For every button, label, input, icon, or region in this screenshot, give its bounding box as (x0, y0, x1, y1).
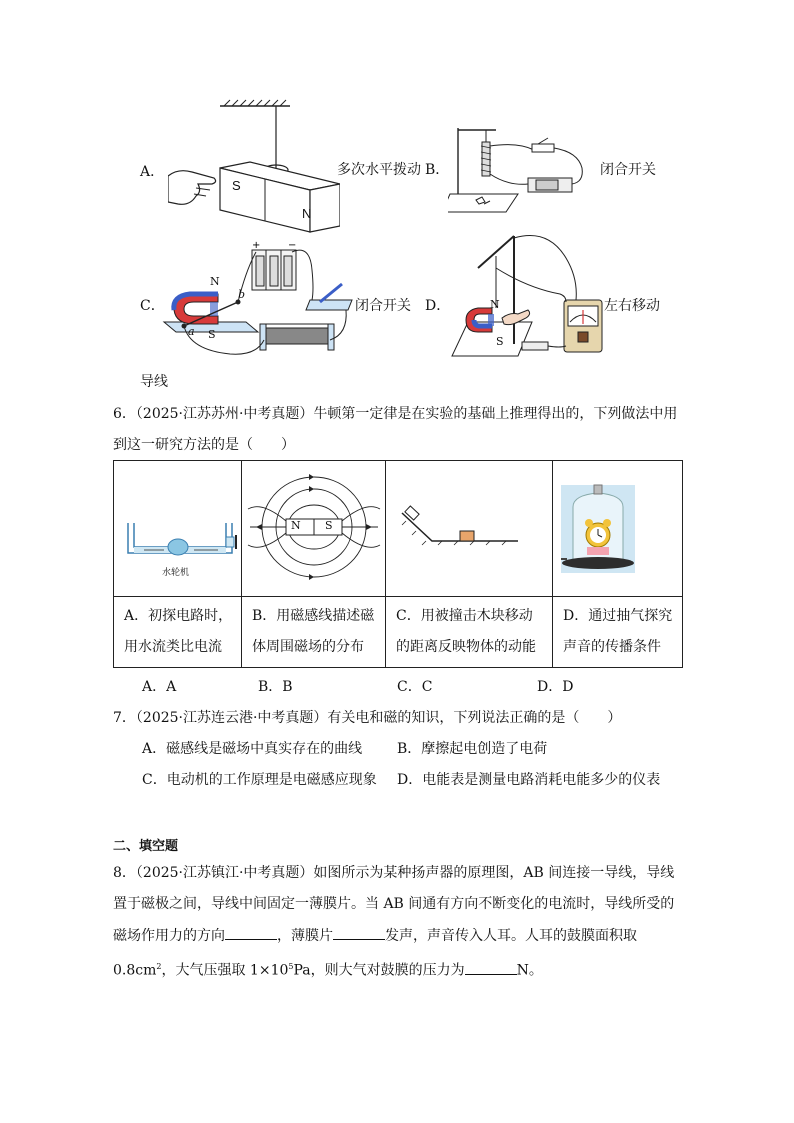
option-c-label: C． (140, 298, 165, 314)
option-c-text-cell (386, 596, 553, 668)
figure-c-generator-circuit (160, 240, 356, 362)
figure-c-point-b: b (238, 288, 246, 301)
figure-d-north-label: N (490, 298, 500, 311)
q8-text-part: 0.8cm (113, 962, 157, 979)
figure-b-electromagnet-circuit (448, 122, 596, 214)
option-b-caption: 闭合开关 (600, 162, 656, 178)
q6-choice-d[interactable]: D．D (537, 679, 574, 695)
svg-text:+: + (252, 240, 261, 251)
figure-c-point-a: a (188, 325, 195, 338)
question-8-line1: 8．（2025·江苏镇江·中考真题）如图所示为某种扬声器的原理图，AB 间连接一导线，导线 (113, 865, 675, 881)
q6-choice-a[interactable]: A．A (142, 679, 177, 695)
option-c-caption: 闭合开关 (355, 298, 411, 314)
option-a-label: A． (140, 164, 165, 180)
q8-superscript: 2 (156, 962, 162, 971)
q8-text-part: Pa，则大气对鼓膜的压力为 (293, 962, 465, 979)
q7-choice-b[interactable]: B．摩擦起电创造了电荷 (397, 741, 548, 757)
q8-text-part: N。 (516, 962, 543, 979)
option-d-text-cell (553, 596, 683, 668)
magnetic-field-lines-diagram (242, 461, 385, 587)
option-b-text-cell (242, 596, 386, 668)
figure-a-rotating-magnet (168, 98, 340, 238)
option-a-caption: 多次水平拨动 (337, 162, 421, 178)
question-8-line3 (113, 925, 637, 946)
question-6-stem-line2: 到这一研究方法的是（ ） (113, 437, 295, 453)
figure-c-south-label: S (208, 328, 216, 341)
magnet-north-label: N (291, 519, 301, 532)
option-d-text: D．通过抽气探究声音的传播条件 (563, 607, 673, 655)
question-6-options-table (113, 460, 683, 668)
q8-blank-2[interactable] (333, 925, 385, 940)
q8-blank-3[interactable] (465, 960, 517, 975)
option-c-image-cell (386, 461, 553, 597)
q8-text-part: 发声，声音传入人耳。人耳的鼓膜面积取 (385, 928, 637, 944)
q7-choice-c[interactable]: C．电动机的工作原理是电磁感应现象 (142, 772, 377, 788)
figure-d-induction-galvanometer (448, 228, 608, 360)
option-c-text: C．用被撞击木块移动的距离反映物体的动能 (396, 607, 536, 655)
figure-d-south-label: S (496, 335, 504, 348)
q8-text-part: ，大气压强取 1×10 (161, 962, 289, 979)
q7-choice-d[interactable]: D．电能表是测量电路消耗电能多少的仪表 (397, 772, 661, 788)
q8-text-part: 磁场作用力的方向 (113, 928, 225, 944)
option-d-caption: 左右移动 (604, 298, 660, 314)
question-6-stem-line1: 6．（2025·江苏苏州·中考真题）牛顿第一定律是在实验的基础上推理得出的，下列做法中用 (113, 406, 678, 422)
magnet-n-pole: N (302, 206, 312, 221)
figure-c-north-label: N (210, 275, 220, 288)
q8-text-part: ，薄膜片 (277, 928, 333, 944)
q8-blank-1[interactable] (225, 925, 277, 940)
option-d-image-cell (553, 461, 683, 597)
question-8-line4 (113, 957, 543, 981)
water-turbine-label: 水轮机 (162, 568, 190, 578)
option-b-label: B． (425, 162, 450, 178)
magnet-south-label: S (325, 519, 333, 532)
magnet-s-pole: S (232, 178, 241, 193)
option-a-text-cell (114, 596, 242, 668)
option-a-image-cell (114, 461, 242, 597)
section-title-fill-in: 二、填空题 (113, 839, 179, 854)
q8-superscript: 5 (288, 962, 294, 971)
incline-collision-diagram (386, 461, 552, 587)
question-7-stem: 7．（2025·江苏连云港·中考真题）有关电和磁的知识，下列说法正确的是（ ） (113, 710, 622, 726)
q7-choice-a[interactable]: A．磁感线是磁场中真实存在的曲线 (142, 741, 363, 757)
option-a-text: A．初探电路时，用水流类比电流 (124, 607, 233, 655)
option-c-wire-caption: 导线 (140, 374, 168, 390)
q6-choice-b[interactable]: B．B (258, 679, 293, 695)
svg-text:−: − (288, 240, 297, 251)
option-b-text: B．用磁感线描述磁体周围磁场的分布 (252, 607, 375, 655)
bell-jar-alarm-clock-photo (553, 461, 682, 587)
q6-choice-c[interactable]: C．C (397, 679, 433, 695)
option-b-image-cell (242, 461, 386, 597)
question-8-line2: 置于磁极之间，导线中间固定一薄膜片。当 AB 间通有方向不断变化的电流时，导线所受的 (113, 896, 675, 912)
option-d-label: D． (425, 298, 451, 314)
